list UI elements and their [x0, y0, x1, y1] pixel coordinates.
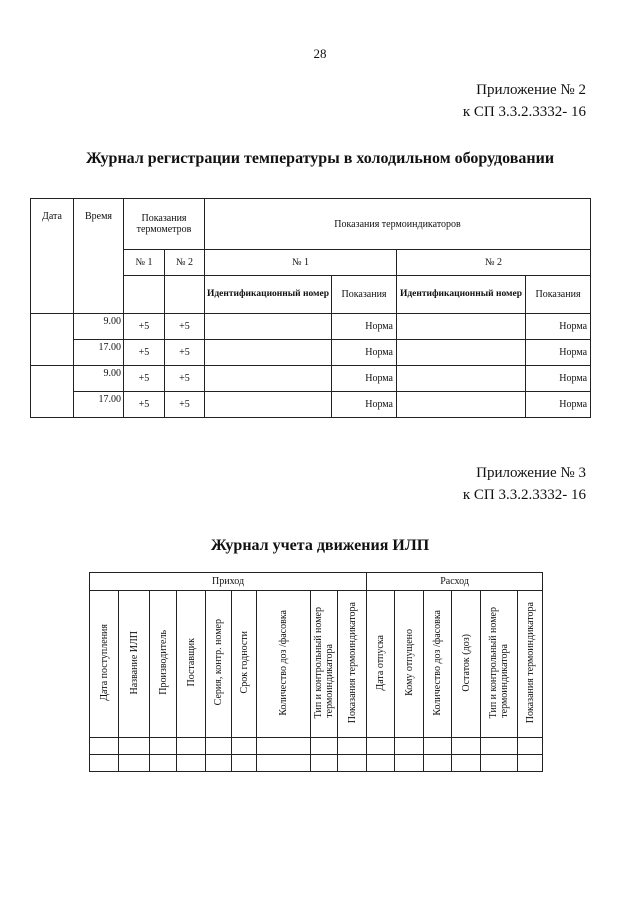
thermometer-1-cell: +5: [124, 392, 165, 418]
id-cell: [397, 314, 526, 340]
time-cell: 9.00: [74, 314, 124, 340]
column-header: Серия, контр. номер: [206, 591, 232, 738]
header-thermoindicators: Показания термоиндикаторов: [205, 199, 591, 250]
thermometer-2-cell: +5: [165, 314, 205, 340]
appendix-3-reference: к СП 3.3.2.3332- 16: [462, 487, 586, 503]
date-cell: [31, 366, 74, 418]
table-row: [31, 340, 591, 366]
time-cell: 17.00: [74, 340, 124, 366]
thermometer-2-cell: +5: [165, 340, 205, 366]
id-cell: [397, 392, 526, 418]
table-row: [90, 755, 543, 772]
column-header: Дата поступления: [90, 591, 119, 738]
header-date: Дата: [31, 199, 74, 314]
expense-header: Расход: [367, 573, 543, 591]
column-header: Кому отпущено: [395, 591, 424, 738]
reading-2-cell: Норма: [526, 314, 591, 340]
thermometer-2-cell: +5: [165, 392, 205, 418]
journal-2-title: Журнал учета движения ИЛП: [210, 537, 430, 554]
header-empty: [124, 276, 165, 314]
date-cell: [31, 314, 74, 366]
table-row: [31, 366, 591, 392]
column-header: Остаток (доз): [452, 591, 481, 738]
appendix-2-reference: к СП 3.3.2.3332- 16: [462, 104, 586, 120]
header-indicator-2: № 2: [397, 250, 591, 276]
column-header: Тип и контрольный номертермоиндикатора: [481, 591, 518, 738]
reading-2-cell: Норма: [526, 366, 591, 392]
journal-1-title: Журнал регистрации температуры в холодильном оборудовании: [85, 150, 555, 167]
column-header: Количество доз /фасовка: [424, 591, 452, 738]
table-row: [31, 392, 591, 418]
income-header: Приход: [90, 573, 367, 591]
table-row: [90, 738, 543, 755]
column-header: Срок годности: [232, 591, 257, 738]
id-cell: [205, 314, 332, 340]
table-row: [31, 314, 591, 340]
column-header: Название ИЛП: [119, 591, 150, 738]
thermometer-1-cell: +5: [124, 314, 165, 340]
id-cell: [397, 366, 526, 392]
column-header: Производитель: [150, 591, 177, 738]
reading-1-cell: Норма: [332, 366, 397, 392]
appendix-3-header: [463, 462, 586, 506]
reading-2-cell: Норма: [526, 392, 591, 418]
header-reading-1: Показания: [332, 276, 397, 314]
temperature-journal-table: [30, 198, 591, 418]
id-cell: [205, 366, 332, 392]
appendix-2-header: [463, 79, 586, 123]
header-indicator-1: № 1: [205, 250, 397, 276]
reading-1-cell: Норма: [332, 340, 397, 366]
header-id-number-1: Идентификационный номер: [205, 276, 332, 314]
column-header: Показания термоиндикатора: [338, 591, 367, 738]
reading-1-cell: Норма: [332, 392, 397, 418]
id-cell: [205, 392, 332, 418]
ilp-movement-journal-table: [89, 572, 543, 772]
column-header: Дата отпуска: [367, 591, 395, 738]
column-header: Тип и контрольный номертермоиндикатора: [311, 591, 338, 738]
header-reading-2: Показания: [526, 276, 591, 314]
column-header: Показания термоиндикатора: [518, 591, 543, 738]
reading-2-cell: Норма: [526, 340, 591, 366]
time-cell: 9.00: [74, 366, 124, 392]
header-empty: [165, 276, 205, 314]
appendix-2-title: Приложение № 2: [476, 82, 586, 98]
page-number: 28: [313, 46, 327, 61]
thermometer-1-cell: +5: [124, 340, 165, 366]
header-thermometers: Показания термометров: [124, 199, 205, 250]
thermometer-1-cell: +5: [124, 366, 165, 392]
column-header: Количество доз /фасовка: [257, 591, 311, 738]
appendix-3-title: Приложение № 3: [476, 465, 586, 481]
id-cell: [397, 340, 526, 366]
header-thermometer-1: № 1: [124, 250, 165, 276]
time-cell: 17.00: [74, 392, 124, 418]
header-id-number-2: Идентификационный номер: [397, 276, 526, 314]
reading-1-cell: Норма: [332, 314, 397, 340]
column-header: Поставщик: [177, 591, 206, 738]
header-time: Время: [74, 199, 124, 314]
id-cell: [205, 340, 332, 366]
header-thermometer-2: № 2: [165, 250, 205, 276]
thermometer-2-cell: +5: [165, 366, 205, 392]
